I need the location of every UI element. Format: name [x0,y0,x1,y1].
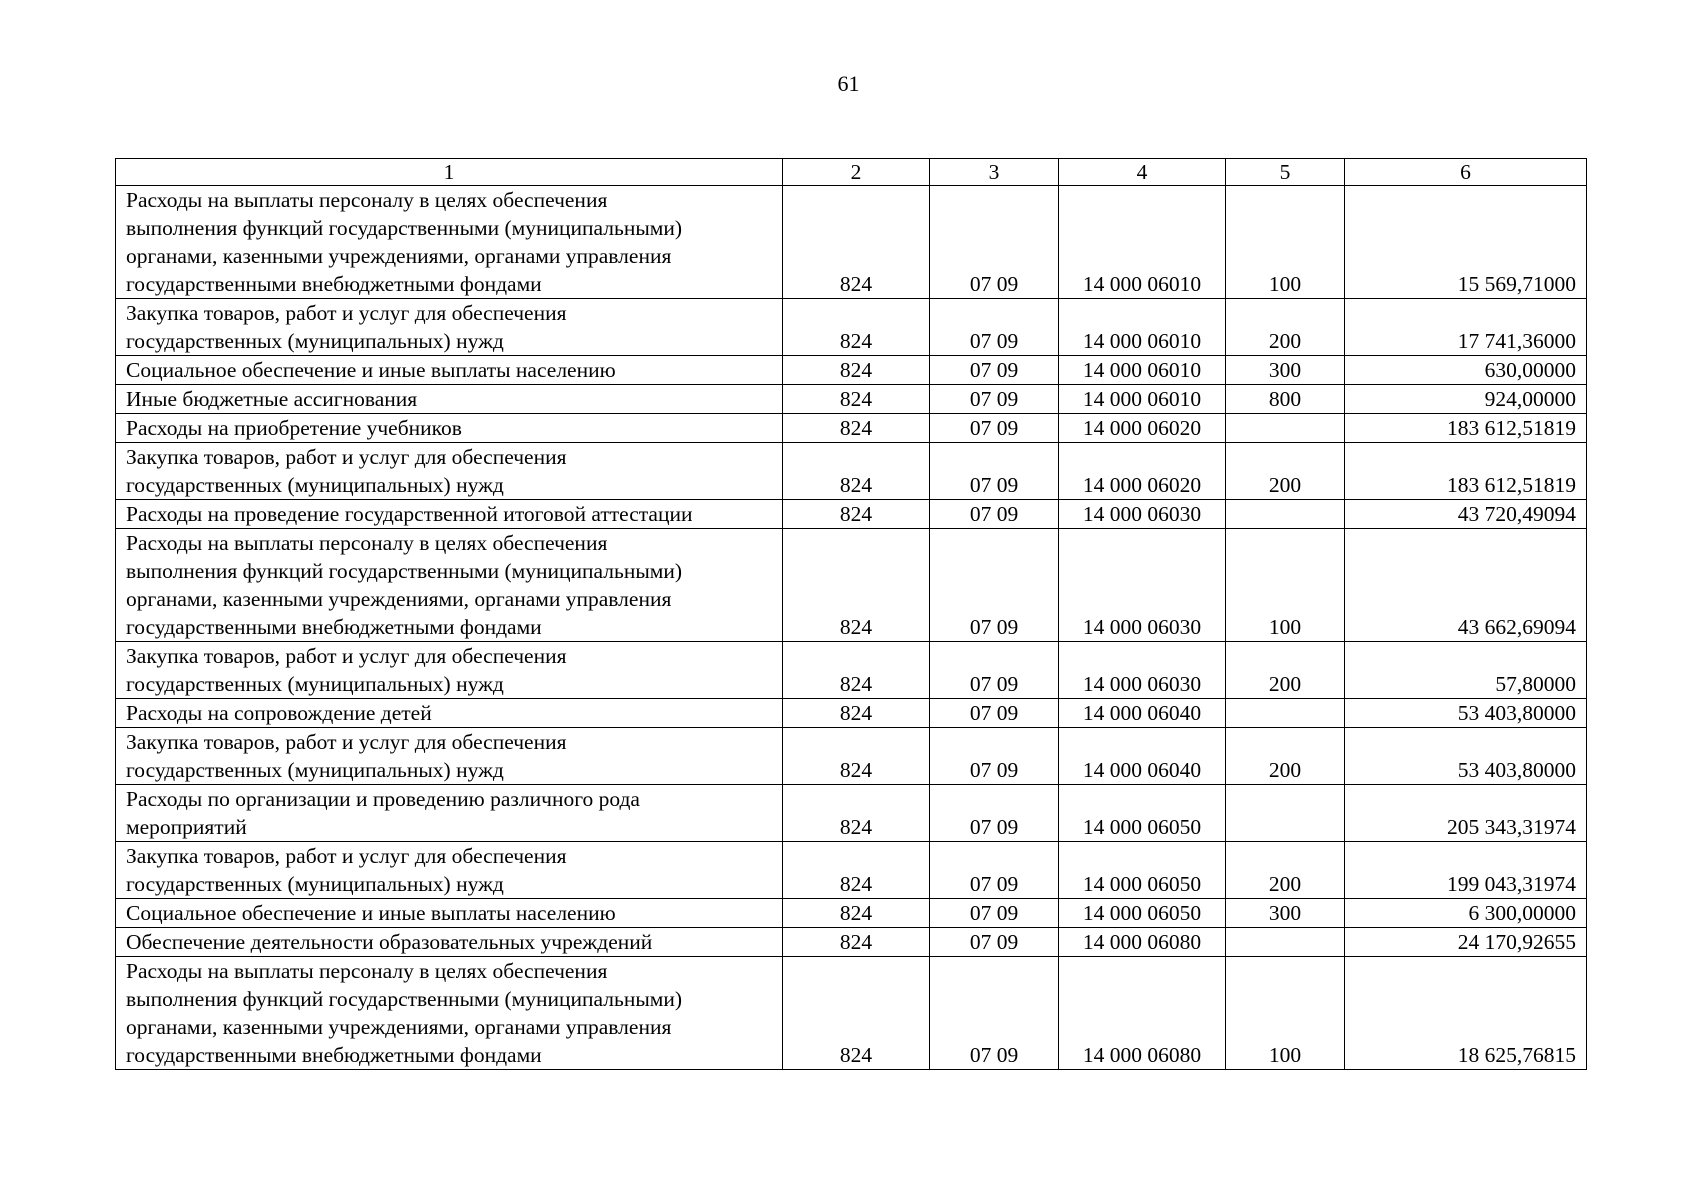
section-code: 07 09 [930,443,1059,500]
target-article-code: 14 000 06040 [1059,728,1226,785]
section-code: 07 09 [930,899,1059,928]
column-header: 3 [930,159,1059,186]
amount-value: 43 720,49094 [1345,500,1587,529]
table-row [116,385,1587,414]
amount-value: 6 300,00000 [1345,899,1587,928]
target-article-code: 14 000 06080 [1059,928,1226,957]
target-article-code: 14 000 06030 [1059,642,1226,699]
ministry-code: 824 [783,957,930,1070]
table-row [116,500,1587,529]
table-row [116,699,1587,728]
column-header: 4 [1059,159,1226,186]
description-line: Закупка товаров, работ и услуг для обеспечения [126,445,567,469]
column-header: 2 [783,159,930,186]
description-line: Расходы на выплаты персоналу в целях обеспечения [126,959,608,983]
ministry-code: 824 [783,500,930,529]
description-line: Закупка товаров, работ и услуг для обеспечения [126,301,567,325]
description-line: выполнения функций государственными (муниципальными) [126,559,683,583]
expense-description [116,414,783,443]
target-article-code: 14 000 06050 [1059,785,1226,842]
description-line: Социальное обеспечение и иные выплаты населению [126,901,616,925]
expense-description [116,928,783,957]
description-line: Расходы на проведение государственной итоговой аттестации [126,502,693,526]
amount-value: 199 043,31974 [1345,842,1587,899]
ministry-code: 824 [783,699,930,728]
expense-type-code: 800 [1226,385,1345,414]
expense-description [116,699,783,728]
amount-value: 924,00000 [1345,385,1587,414]
table-header-row [116,159,1587,186]
expense-type-code [1226,414,1345,443]
expense-type-code: 300 [1226,899,1345,928]
expense-description [116,385,783,414]
table-row [116,899,1587,928]
table-row [116,785,1587,842]
section-code: 07 09 [930,186,1059,299]
description-line: Расходы на сопровождение детей [126,701,432,725]
description-line: государственных (муниципальных) нужд [126,473,504,497]
expense-description [116,299,783,356]
table-row [116,414,1587,443]
target-article-code: 14 000 06010 [1059,385,1226,414]
page-number: 61 [837,71,860,96]
description-line: мероприятий [126,815,247,839]
target-article-code: 14 000 06030 [1059,529,1226,642]
description-line: Расходы на приобретение учебников [126,416,462,440]
description-line: Расходы на выплаты персоналу в целях обеспечения [126,188,608,212]
target-article-code: 14 000 06020 [1059,443,1226,500]
expense-description [116,529,783,642]
description-line: государственными внебюджетными фондами [126,272,542,296]
description-line: государственными внебюджетными фондами [126,615,542,639]
expense-type-code: 200 [1226,728,1345,785]
description-line: органами, казенными учреждениями, органами управления [126,1015,672,1039]
expense-type-code: 200 [1226,642,1345,699]
amount-value: 17 741,36000 [1345,299,1587,356]
column-header: 1 [116,159,783,186]
amount-value: 43 662,69094 [1345,529,1587,642]
description-line: Обеспечение деятельности образовательных учреждений [126,930,653,954]
expense-description [116,642,783,699]
description-line: Закупка товаров, работ и услуг для обеспечения [126,730,567,754]
expense-type-code: 100 [1226,186,1345,299]
description-line: Иные бюджетные ассигнования [126,387,418,411]
section-code: 07 09 [930,299,1059,356]
expense-type-code [1226,928,1345,957]
description-line: органами, казенными учреждениями, органами управления [126,587,672,611]
ministry-code: 824 [783,842,930,899]
amount-value: 24 170,92655 [1345,928,1587,957]
section-code: 07 09 [930,842,1059,899]
amount-value: 53 403,80000 [1345,699,1587,728]
expense-type-code: 200 [1226,443,1345,500]
table-row [116,443,1587,500]
section-code: 07 09 [930,385,1059,414]
section-code: 07 09 [930,728,1059,785]
description-line: государственных (муниципальных) нужд [126,329,504,353]
ministry-code: 824 [783,414,930,443]
amount-value: 15 569,71000 [1345,186,1587,299]
expense-type-code: 200 [1226,842,1345,899]
ministry-code: 824 [783,899,930,928]
target-article-code: 14 000 06040 [1059,699,1226,728]
section-code: 07 09 [930,928,1059,957]
table-body [116,186,1587,1070]
ministry-code: 824 [783,642,930,699]
table-row [116,928,1587,957]
section-code: 07 09 [930,356,1059,385]
expense-description [116,899,783,928]
expense-type-code [1226,699,1345,728]
amount-value: 53 403,80000 [1345,728,1587,785]
amount-value: 18 625,76815 [1345,957,1587,1070]
description-line: государственных (муниципальных) нужд [126,672,504,696]
description-line: государственных (муниципальных) нужд [126,758,504,782]
description-line: Закупка товаров, работ и услуг для обеспечения [126,844,567,868]
column-header: 6 [1345,159,1587,186]
amount-value: 183 612,51819 [1345,443,1587,500]
amount-value: 205 343,31974 [1345,785,1587,842]
description-line: органами, казенными учреждениями, органами управления [126,244,672,268]
expense-type-code: 100 [1226,957,1345,1070]
ministry-code: 824 [783,186,930,299]
description-line: выполнения функций государственными (муниципальными) [126,216,683,240]
target-article-code: 14 000 06010 [1059,186,1226,299]
table-row [116,642,1587,699]
amount-value: 57,80000 [1345,642,1587,699]
table-row [116,728,1587,785]
ministry-code: 824 [783,299,930,356]
expense-description [116,957,783,1070]
expense-type-code: 100 [1226,529,1345,642]
ministry-code: 824 [783,785,930,842]
ministry-code: 824 [783,529,930,642]
table-row [116,186,1587,299]
table-row [116,529,1587,642]
section-code: 07 09 [930,785,1059,842]
expense-type-code: 300 [1226,356,1345,385]
expense-type-code [1226,500,1345,529]
target-article-code: 14 000 06010 [1059,299,1226,356]
amount-value: 183 612,51819 [1345,414,1587,443]
ministry-code: 824 [783,385,930,414]
description-line: выполнения функций государственными (муниципальными) [126,987,683,1011]
section-code: 07 09 [930,642,1059,699]
description-line: Расходы на выплаты персоналу в целях обеспечения [126,531,608,555]
expense-description [116,728,783,785]
expense-description [116,356,783,385]
section-code: 07 09 [930,699,1059,728]
expense-type-code [1226,785,1345,842]
budget-table [115,158,1587,1070]
expense-description [116,842,783,899]
table-row [116,299,1587,356]
ministry-code: 824 [783,443,930,500]
expense-description [116,785,783,842]
description-line: государственными внебюджетными фондами [126,1043,542,1067]
target-article-code: 14 000 06050 [1059,842,1226,899]
target-article-code: 14 000 06010 [1059,356,1226,385]
target-article-code: 14 000 06030 [1059,500,1226,529]
target-article-code: 14 000 06080 [1059,957,1226,1070]
ministry-code: 824 [783,928,930,957]
ministry-code: 824 [783,356,930,385]
table-row [116,356,1587,385]
section-code: 07 09 [930,957,1059,1070]
expense-description [116,500,783,529]
ministry-code: 824 [783,728,930,785]
description-line: государственных (муниципальных) нужд [126,872,504,896]
description-line: Закупка товаров, работ и услуг для обеспечения [126,644,567,668]
target-article-code: 14 000 06020 [1059,414,1226,443]
section-code: 07 09 [930,529,1059,642]
table-row [116,842,1587,899]
column-header: 5 [1226,159,1345,186]
description-line: Расходы по организации и проведению различного рода [126,787,640,811]
section-code: 07 09 [930,414,1059,443]
expense-description [116,186,783,299]
expense-type-code: 200 [1226,299,1345,356]
amount-value: 630,00000 [1345,356,1587,385]
description-line: Социальное обеспечение и иные выплаты населению [126,358,616,382]
expense-description [116,443,783,500]
table-row [116,957,1587,1070]
target-article-code: 14 000 06050 [1059,899,1226,928]
section-code: 07 09 [930,500,1059,529]
